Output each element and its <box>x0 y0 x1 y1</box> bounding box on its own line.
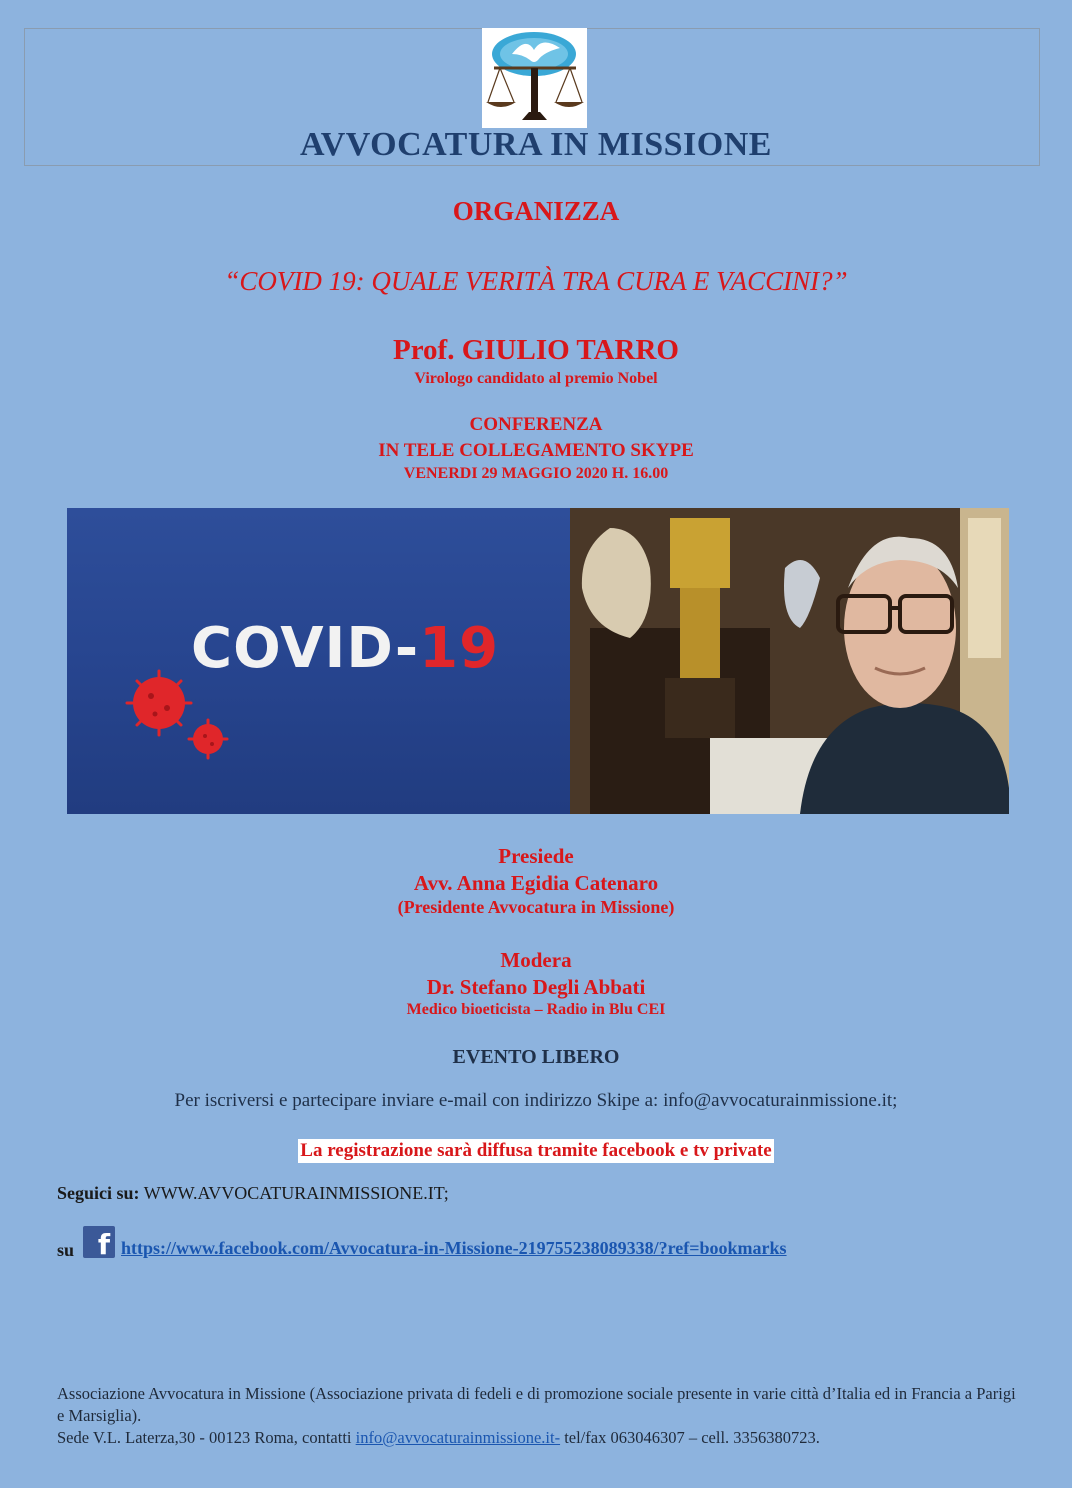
registration-note: La registrazione sarà diffusa tramite facebook e tv private <box>300 1140 772 1161</box>
free-event-heading: EVENTO LIBERO <box>452 1046 620 1068</box>
event-banner <box>67 508 1009 814</box>
event-title: “COVID 19: QUALE VERITÀ TRA CURA E VACCINI?” <box>224 266 848 296</box>
footer-contacts <box>57 1427 1017 1449</box>
registration-instructions: Per iscriversi e partecipare inviare e-mail con indirizzo Skipe a: info@avvocaturainmissione.it; <box>174 1090 898 1111</box>
follow-us-line <box>57 1183 449 1204</box>
chair-name: Avv. Anna Egidia Catenaro <box>413 871 659 895</box>
footer-description: Associazione Avvocatura in Missione (Associazione privata di fedeli e di promozione sociale presente in varie città d’Italia ed in Francia a Parigi e Marsiglia). <box>57 1384 1016 1425</box>
facebook-link[interactable]: https://www.facebook.com/Avvocatura-in-Missione-219755238089338/?ref=bookmarks <box>121 1238 787 1258</box>
covid-banner-panel <box>67 508 570 814</box>
footer-email-link[interactable]: info@avvocaturainmissione.it- <box>355 1428 561 1447</box>
covid-19-banner-text: COVID-19 <box>191 616 500 681</box>
chair-label: Presiede <box>498 844 574 868</box>
registration-note-wrapper <box>0 1139 1072 1163</box>
footer <box>57 1383 1017 1449</box>
speaker-photo <box>570 508 1009 814</box>
speaker-role: Virologo candidato al premio Nobel <box>414 370 658 387</box>
speaker-name: Prof. GIULIO TARRO <box>393 334 679 366</box>
website-text: WWW.AVVOCATURAINMISSIONE.IT; <box>143 1183 449 1203</box>
moderator-name: Dr. Stefano Degli Abbati <box>426 975 646 999</box>
facebook-icon[interactable]: f <box>83 1226 115 1258</box>
scales-of-justice-logo <box>482 28 587 128</box>
moderator-role: Medico bioeticista – Radio in Blu CEI <box>406 1001 666 1018</box>
conference-mode: IN TELE COLLEGAMENTO SKYPE <box>378 440 694 461</box>
follow-us-label: Seguici su: <box>57 1183 140 1203</box>
su-label: su <box>57 1240 75 1260</box>
conference-date: VENERDI 29 MAGGIO 2020 H. 16.00 <box>403 465 669 482</box>
moderator-label: Modera <box>500 948 572 972</box>
footer-phones: tel/fax 063046307 – cell. 3356380723. <box>564 1428 820 1447</box>
chair-role: (Presidente Avvocatura in Missione) <box>397 897 675 917</box>
footer-address: Sede V.L. Laterza,30 - 00123 Roma, contatti <box>57 1428 352 1447</box>
organizza-heading: ORGANIZZA <box>452 196 620 226</box>
conference-label: CONFERENZA <box>469 414 603 435</box>
organization-name: AVVOCATURA IN MISSIONE <box>300 126 772 163</box>
